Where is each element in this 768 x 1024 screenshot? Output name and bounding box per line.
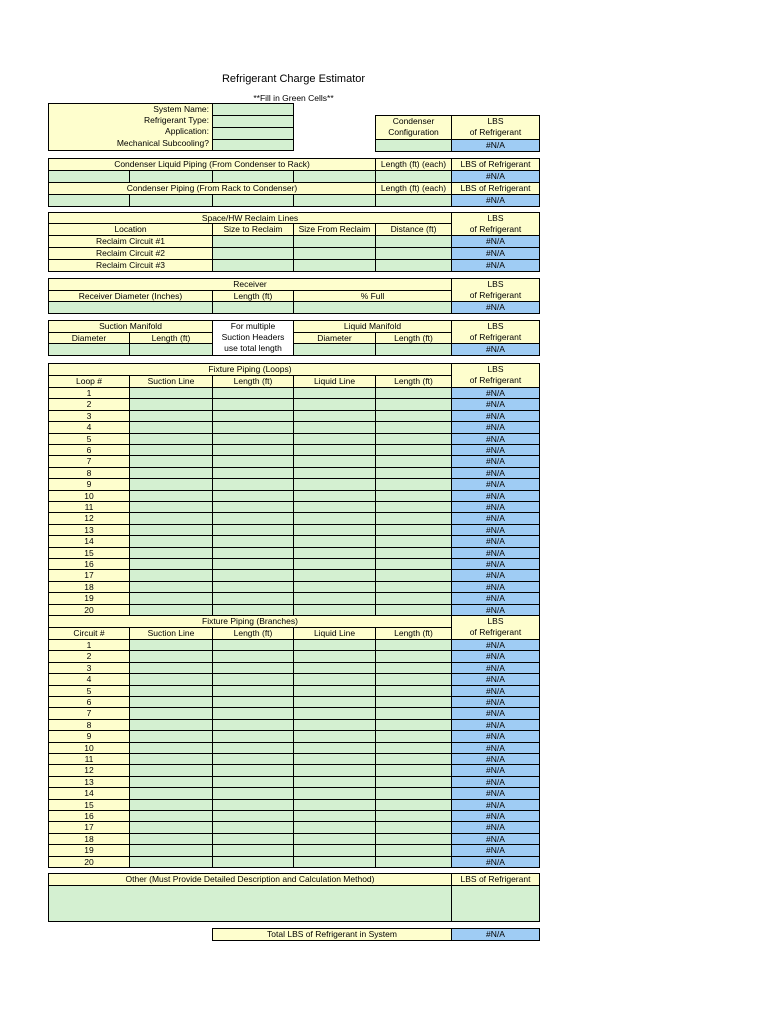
other-lbs-header: LBS of Refrigerant	[451, 873, 540, 886]
branch-row-result: #N/A	[451, 833, 540, 845]
branch-row-result: #N/A	[451, 639, 540, 651]
condenser-piping-length-header: Length (ft) (each)	[375, 182, 452, 195]
reclaim-size-to-input[interactable]	[212, 259, 294, 272]
mechanical-subcooling-label: Mechanical Subcooling?	[116, 138, 209, 148]
branch-row-result: #N/A	[451, 673, 540, 686]
branch-row-number: 9	[48, 730, 130, 743]
manifold-lbs-header	[451, 320, 540, 344]
condenser-liquid-result: #N/A	[451, 170, 540, 183]
manifold-result: #N/A	[451, 343, 540, 356]
branches-col-liquid-line: Liquid Line	[293, 627, 376, 640]
branch-row-result: #N/A	[451, 776, 540, 788]
branch-row-result: #N/A	[451, 787, 540, 800]
loops-lbs-line1: LBS	[487, 364, 504, 374]
branch-row-result: #N/A	[451, 662, 540, 674]
loops-col-length-2: Length (ft)	[375, 375, 452, 388]
system-lbs-line2: of Refrigerant	[469, 127, 522, 137]
loop-row-result: #N/A	[451, 604, 540, 616]
branch-row-number: 15	[48, 799, 130, 811]
loop-row-result: #N/A	[451, 387, 540, 399]
branch-row-liquid-line-input[interactable]	[293, 856, 376, 868]
branch-row-result: #N/A	[451, 650, 540, 663]
branch-row-number: 7	[48, 707, 130, 720]
loops-col-liquid-line: Liquid Line	[293, 375, 376, 388]
application-label: Application:	[165, 126, 209, 136]
system-name-label: System Name:	[153, 104, 209, 114]
system-lbs-line1: LBS	[487, 116, 504, 126]
branch-row-number: 2	[48, 650, 130, 663]
condenser-piping-input[interactable]	[129, 194, 213, 207]
branch-row-number: 13	[48, 776, 130, 788]
loop-row-result: #N/A	[451, 569, 540, 582]
loop-row-number: 2	[48, 398, 130, 411]
loop-row-number: 15	[48, 547, 130, 559]
condenser-piping-title: Condenser Piping (From Rack to Condenser)	[48, 182, 376, 195]
loop-row-result: #N/A	[451, 535, 540, 548]
mechanical-subcooling-input[interactable]	[212, 139, 294, 151]
branch-row-liquid-length-input[interactable]	[375, 856, 452, 868]
condenser-piping-input[interactable]	[48, 194, 130, 207]
condenser-piping-input[interactable]	[212, 194, 294, 207]
loop-row-number: 13	[48, 524, 130, 536]
loop-row-number: 9	[48, 478, 130, 491]
other-title: Other (Must Provide Detailed Description and Calculation Method)	[48, 873, 452, 886]
manifold-note-line3: use total length	[224, 343, 282, 353]
manifold-note	[212, 320, 294, 356]
loop-row-number: 3	[48, 410, 130, 422]
loop-row-number: 7	[48, 455, 130, 468]
reclaim-size-from-input[interactable]	[293, 259, 376, 272]
branch-row-result: #N/A	[451, 753, 540, 765]
reclaim-lbs-line2: of Refrigerant	[469, 224, 522, 234]
suction-manifold-col-diameter: Diameter	[48, 332, 130, 344]
loop-row-result: #N/A	[451, 421, 540, 434]
reclaim-lbs-header	[451, 212, 540, 236]
branch-row-number: 10	[48, 742, 130, 754]
liquid-manifold-diameter-input[interactable]	[293, 343, 376, 356]
condenser-config-line1: Condenser	[392, 116, 435, 126]
branch-row-number: 1	[48, 639, 130, 651]
suction-manifold-length-input[interactable]	[129, 343, 213, 356]
branch-row-number: 12	[48, 764, 130, 777]
branches-col-suction-line: Suction Line	[129, 627, 213, 640]
loop-row-number: 5	[48, 433, 130, 445]
loop-row-result: #N/A	[451, 592, 540, 605]
branches-title: Fixture Piping (Branches)	[48, 615, 452, 628]
receiver-diameter-input[interactable]	[48, 301, 213, 314]
liquid-manifold-length-input[interactable]	[375, 343, 452, 356]
suction-manifold-col-length: Length (ft)	[129, 332, 213, 344]
manifold-note-line2: Suction Headers	[221, 332, 285, 342]
loop-row-result: #N/A	[451, 398, 540, 411]
loop-row-result: #N/A	[451, 455, 540, 468]
loop-row-result: #N/A	[451, 512, 540, 525]
fill-instruction: **Fill in Green Cells**	[253, 93, 334, 103]
branch-row-result: #N/A	[451, 764, 540, 777]
receiver-col-percent-full: % Full	[293, 290, 452, 302]
reclaim-col-size-to: Size to Reclaim	[212, 223, 294, 236]
loop-row-result: #N/A	[451, 524, 540, 536]
receiver-lbs-line1: LBS	[487, 279, 504, 289]
reclaim-title: Space/HW Reclaim Lines	[48, 212, 452, 224]
loop-row-number: 11	[48, 501, 130, 513]
loop-row-result: #N/A	[451, 501, 540, 513]
branches-col-length-2: Length (ft)	[375, 627, 452, 640]
branch-row-number: 19	[48, 844, 130, 857]
loop-row-result: #N/A	[451, 581, 540, 593]
receiver-percent-input[interactable]	[293, 301, 452, 314]
loops-col-suction-line: Suction Line	[129, 375, 213, 388]
condenser-piping-lbs-header: LBS of Refrigerant	[451, 182, 540, 195]
loops-lbs-header	[451, 363, 540, 388]
loop-row-number: 6	[48, 444, 130, 456]
loop-row-number: 19	[48, 592, 130, 605]
other-description-input[interactable]	[48, 885, 452, 922]
loops-col-length: Length (ft)	[212, 375, 294, 388]
reclaim-circuit-label: Reclaim Circuit #2	[48, 247, 213, 260]
branch-row-number: 17	[48, 821, 130, 834]
branch-row-number: 3	[48, 662, 130, 674]
receiver-lbs-line2: of Refrigerant	[469, 290, 522, 300]
branch-row-number: 18	[48, 833, 130, 845]
branch-row-number: 4	[48, 673, 130, 686]
loops-title: Fixture Piping (Loops)	[48, 363, 452, 376]
branches-col-circuit-number: Circuit #	[48, 627, 130, 640]
branches-lbs-line1: LBS	[487, 616, 504, 626]
branch-row-result: #N/A	[451, 707, 540, 720]
branch-row-suction-length-input[interactable]	[212, 856, 294, 868]
reclaim-col-size-from: Size From Reclaim	[293, 223, 376, 236]
condenser-piping-input[interactable]	[293, 194, 376, 207]
loop-row-result: #N/A	[451, 433, 540, 445]
condenser-piping-length-input[interactable]	[375, 194, 452, 207]
loop-row-result: #N/A	[451, 467, 540, 479]
loop-row-result: #N/A	[451, 410, 540, 422]
condenser-piping-result: #N/A	[451, 194, 540, 207]
branch-row-result: #N/A	[451, 810, 540, 822]
loop-row-number: 18	[48, 581, 130, 593]
loop-row-number: 1	[48, 387, 130, 399]
suction-manifold-diameter-input[interactable]	[48, 343, 130, 356]
branch-row-result: #N/A	[451, 844, 540, 857]
loop-row-number: 20	[48, 604, 130, 616]
condenser-liquid-title: Condenser Liquid Piping (From Condenser to Rack)	[48, 158, 376, 171]
loop-row-number: 14	[48, 535, 130, 548]
reclaim-result: #N/A	[451, 247, 540, 260]
branch-row-suction-line-input[interactable]	[129, 856, 213, 868]
loops-lbs-line2: of Refrigerant	[469, 375, 522, 385]
other-lbs-input[interactable]	[451, 885, 540, 922]
manifold-note-line1: For multiple	[230, 321, 276, 331]
branch-row-number: 11	[48, 753, 130, 765]
condenser-liquid-length-header: Length (ft) (each)	[375, 158, 452, 171]
branch-row-number: 6	[48, 696, 130, 708]
loop-row-result: #N/A	[451, 547, 540, 559]
liquid-manifold-col-length: Length (ft)	[375, 332, 452, 344]
loop-row-number: 17	[48, 569, 130, 582]
loop-row-number: 10	[48, 490, 130, 502]
condenser-liquid-lbs-header: LBS of Refrigerant	[451, 158, 540, 171]
receiver-lbs-header	[451, 278, 540, 302]
reclaim-circuit-label: Reclaim Circuit #3	[48, 259, 213, 272]
manifold-lbs-line2: of Refrigerant	[469, 332, 522, 342]
branch-row-number: 16	[48, 810, 130, 822]
branch-row-number: 5	[48, 685, 130, 697]
loop-row-number: 16	[48, 558, 130, 570]
refrigerant-type-label: Refrigerant Type:	[143, 115, 209, 125]
branch-row-result: #N/A	[451, 719, 540, 731]
receiver-col-diameter: Receiver Diameter (Inches)	[48, 290, 213, 302]
reclaim-col-location: Location	[48, 223, 213, 236]
reclaim-lbs-line1: LBS	[487, 213, 504, 223]
total-value: #N/A	[451, 928, 540, 941]
branch-row-number: 8	[48, 719, 130, 731]
total-label: Total LBS of Refrigerant in System	[212, 928, 452, 941]
condenser-config-input[interactable]	[375, 139, 452, 152]
loop-row-result: #N/A	[451, 490, 540, 502]
reclaim-distance-input[interactable]	[375, 259, 452, 272]
branch-row-result: #N/A	[451, 696, 540, 708]
liquid-manifold-col-diameter: Diameter	[293, 332, 376, 344]
branch-row-number: 14	[48, 787, 130, 800]
branch-row-result: #N/A	[451, 742, 540, 754]
receiver-length-input[interactable]	[212, 301, 294, 314]
condenser-config-line2: Configuration	[388, 127, 439, 137]
system-lbs-result: #N/A	[451, 139, 540, 152]
branch-row-result: #N/A	[451, 856, 540, 868]
receiver-title: Receiver	[48, 278, 452, 291]
receiver-col-length: Length (ft)	[212, 290, 294, 302]
branch-row-result: #N/A	[451, 821, 540, 834]
suction-manifold-title: Suction Manifold	[48, 320, 213, 333]
reclaim-result: #N/A	[451, 235, 540, 248]
loop-row-number: 4	[48, 421, 130, 434]
loop-row-result: #N/A	[451, 558, 540, 570]
branches-lbs-line2: of Refrigerant	[469, 627, 522, 637]
system-lbs-header	[451, 115, 540, 140]
loop-row-number: 8	[48, 467, 130, 479]
loops-col-loop-number: Loop #	[48, 375, 130, 388]
branch-row-result: #N/A	[451, 730, 540, 743]
receiver-result: #N/A	[451, 301, 540, 314]
branch-row-number: 20	[48, 856, 130, 868]
liquid-manifold-title: Liquid Manifold	[293, 320, 452, 333]
branches-lbs-header	[451, 615, 540, 640]
branch-row-result: #N/A	[451, 685, 540, 697]
reclaim-circuit-label: Reclaim Circuit #1	[48, 235, 213, 248]
loop-row-number: 12	[48, 512, 130, 525]
branch-row-result: #N/A	[451, 799, 540, 811]
reclaim-col-distance: Distance (ft)	[375, 223, 452, 236]
condenser-config-header	[375, 115, 452, 140]
manifold-lbs-line1: LBS	[487, 321, 504, 331]
loop-row-result: #N/A	[451, 444, 540, 456]
reclaim-result: #N/A	[451, 259, 540, 272]
loop-row-result: #N/A	[451, 478, 540, 491]
branches-col-length: Length (ft)	[212, 627, 294, 640]
page-title: Refrigerant Charge Estimator	[221, 73, 366, 85]
